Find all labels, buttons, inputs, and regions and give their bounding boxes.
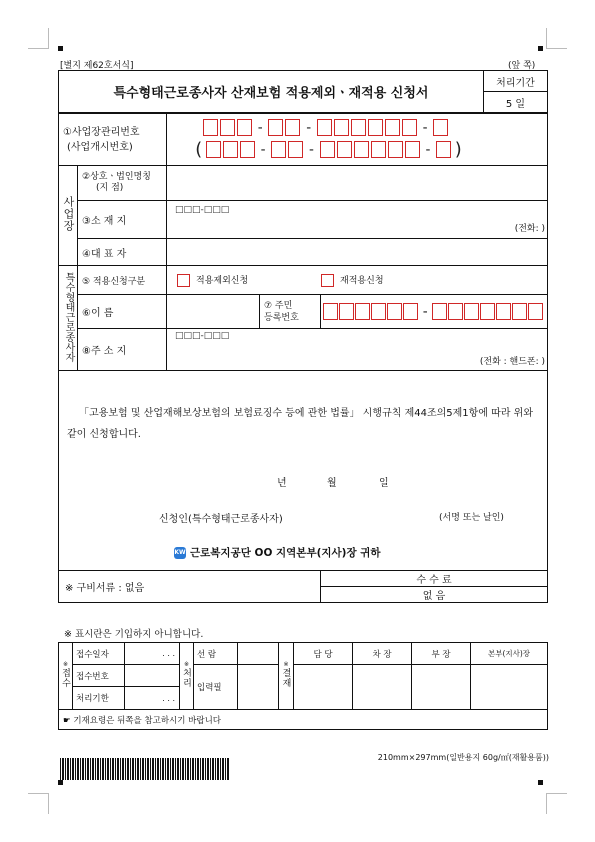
exclusion-checkbox[interactable] (177, 274, 190, 287)
fee-value: 없 음 (321, 587, 548, 603)
worker-address-field[interactable] (167, 329, 548, 371)
date-day: 일 (379, 478, 389, 489)
title-table (58, 70, 548, 113)
workplace-zip: □□□-□□□ (175, 205, 230, 215)
representative-field[interactable] (167, 239, 548, 266)
exclusion-option-label: 적용제외신청 (196, 276, 249, 286)
statement-text: 「고용보험 및 산업재해보상보험의 보험료징수 등에 관한 법률」 시행규칙 제44조의5제1항에 따라 위와 같이 신청합니다. (67, 408, 533, 440)
review-field[interactable] (238, 643, 279, 665)
representative-label: ④대 표 자 (78, 239, 167, 266)
writing-guide-note: ☛ 기재요령은 뒤쪽을 참고하시기 바랍니다 (59, 710, 548, 730)
crop-mark (546, 793, 567, 814)
mgmt-no-boxes: - - - (203, 119, 547, 136)
worker-name-field[interactable] (167, 295, 260, 329)
receipt-number-value (125, 665, 180, 687)
reapply-option-label: 재적용신청 (340, 276, 384, 286)
mgmt-no-label: ①사업장관리번호 (사업개시번호) (59, 114, 167, 166)
signature-hint: (서명 또는 날인) (439, 513, 504, 523)
start-no-boxes: ( - - - ) (193, 139, 464, 160)
processing-label: 처리기간 (484, 71, 548, 92)
office-use-table (58, 642, 548, 730)
page-side: (앞 쪽) (508, 61, 536, 71)
approval-col-deputy: 차 장 (353, 643, 412, 665)
crop-mark (28, 793, 49, 814)
date-year: 년 (277, 478, 287, 489)
receipt-number-label: 접수번호 (73, 665, 125, 687)
worker-group-label: 특수형태근로종사자 (59, 266, 78, 371)
review-label: 선 람 (194, 643, 238, 665)
form-title: 특수형태근로종사자 산재보험 적용제외ㆍ재적용 신청서 (59, 71, 484, 113)
workplace-address-field[interactable] (167, 201, 548, 239)
worker-address-label: ⑧주 소 지 (78, 329, 167, 371)
fee-label: 수 수 료 (321, 571, 548, 587)
registration-mark (538, 46, 543, 51)
crop-mark (28, 28, 49, 49)
registration-mark (538, 780, 543, 785)
worker-name-label: ⑥이 름 (78, 295, 167, 329)
company-name-label: ②상호ㆍ법인명칭 (지 점) (78, 166, 167, 201)
main-form-table (58, 113, 548, 603)
kcomwel-logo-icon: KW (174, 547, 186, 559)
office-use-note: ※ 표시란은 기입하지 아니합니다. (64, 629, 204, 640)
company-name-field[interactable] (167, 166, 548, 201)
approval-deputy-sign[interactable] (353, 665, 412, 710)
input-done-label: 입력필 (194, 665, 238, 710)
applicant-label: 신청인(특수형태근로종사자) (159, 514, 283, 525)
approval-manager-sign[interactable] (412, 665, 471, 710)
apply-type-field (167, 266, 548, 295)
rrn-label: ⑦ 주민 등록번호 (260, 295, 321, 329)
workplace-group-label: 사업장 (59, 166, 78, 266)
deadline-value: . . . (125, 687, 180, 710)
rrn-boxes: - (323, 303, 547, 320)
registration-mark (58, 46, 63, 51)
form-number: [별지 제62호서식] (60, 61, 134, 71)
rrn-field[interactable] (321, 295, 548, 329)
registration-mark (58, 780, 63, 785)
approval-col-staff: 담 당 (294, 643, 353, 665)
workplace-phone: (전화: ) (514, 224, 545, 234)
receipt-date-label: 접수일자 (73, 643, 125, 665)
approval-head-sign[interactable] (471, 665, 548, 710)
approval-col-manager: 부 장 (412, 643, 471, 665)
approval-group-label: ※ 결재 (279, 643, 294, 710)
deadline-label: 처리기한 (73, 687, 125, 710)
workplace-address-label: ③소 재 지 (78, 201, 167, 239)
barcode-image (60, 758, 230, 780)
mgmt-no-field[interactable] (167, 114, 548, 166)
input-done-field[interactable] (238, 665, 279, 710)
required-docs: ※ 구비서류 : 없음 (59, 571, 321, 603)
crop-mark (546, 28, 567, 49)
reapply-checkbox[interactable] (321, 274, 334, 287)
receipt-group-label: ※ 접수 (59, 643, 73, 710)
processing-value: 5 일 (484, 92, 548, 113)
worker-phone: (전화 : 핸드폰: ) (479, 357, 545, 367)
approval-col-head: 본부(지사)장 (471, 643, 548, 665)
paper-spec: 210mm×297mm(일반용지 60g/㎡(재활용품)) (377, 753, 549, 762)
addressee-text: 근로복지공단 OO 지역본부(지사)장 귀하 (190, 547, 381, 559)
apply-type-label: ⑤ 적용신청구분 (78, 266, 167, 295)
worker-zip: □□□-□□□ (175, 331, 230, 341)
addressee (174, 545, 381, 560)
processing-group-label: ※ 처리 (180, 643, 194, 710)
date-month: 월 (327, 478, 337, 489)
approval-staff-sign[interactable] (294, 665, 353, 710)
statement-block (59, 371, 548, 571)
receipt-date-value: . . . (125, 643, 180, 665)
